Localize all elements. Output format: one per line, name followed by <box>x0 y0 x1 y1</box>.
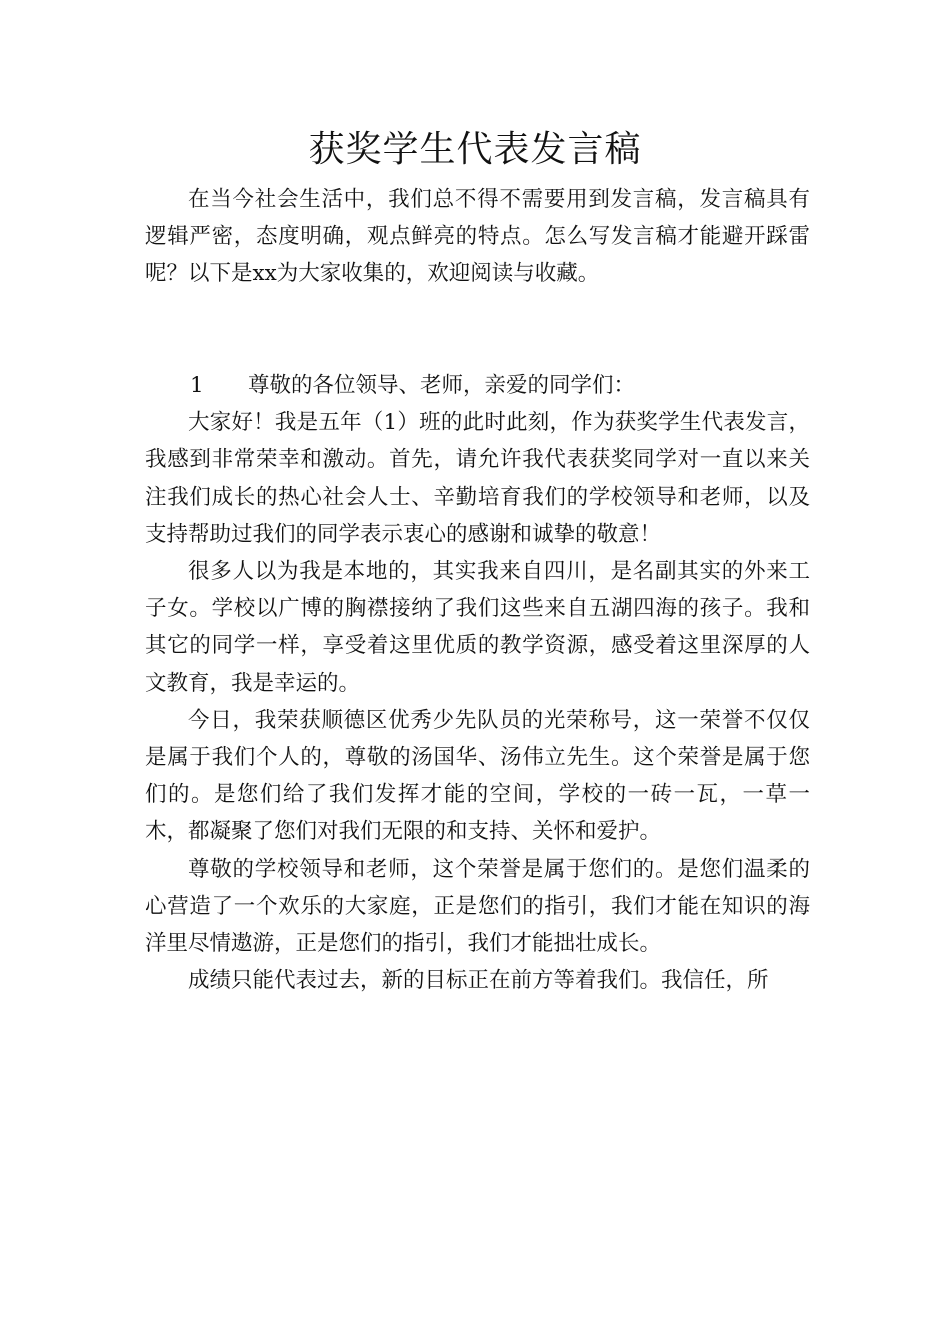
document-body <box>145 181 810 999</box>
body-paragraph: 大家好！我是五年（1）班的此时此刻，作为获奖学生代表发言，我感到非常荣幸和激动。首先，请允许我代表获奖同学对一直以来关注我们成长的热心社会人士、辛勤培育我们的学校领导和老师，以及支持帮助过我们的同学表示衷心的感谢和诚挚的敬意！ <box>145 410 810 547</box>
greeting-line <box>145 367 810 404</box>
body-paragraph: 尊敬的学校领导和老师，这个荣誉是属于您们的。是您们温柔的心营造了一个欢乐的大家庭，正是您们的指引，我们才能在知识的海洋里尽情遨游，正是您们的指引，我们才能拙壮成长。 <box>145 856 810 957</box>
greeting-text: 尊敬的各位领导、老师，亲爱的同学们： <box>248 373 636 398</box>
document-title: 获奖学生代表发言稿 <box>308 129 642 170</box>
section-number: 1 <box>190 373 204 398</box>
body-paragraph: 成绩只能代表过去，新的目标正在前方等着我们。我信任，所 <box>188 968 769 994</box>
blank-gap <box>145 293 810 367</box>
body-paragraph: 很多人以为我是本地的，其实我来自四川，是名副其实的外来工子女。学校以广博的胸襟接纳了我们这些来自五湖四海的孩子。我和其它的同学一样，享受着这里优质的教学资源，感受着这里深厚的人文教育，我是幸运的。 <box>145 559 810 696</box>
intro-paragraph: 在当今社会生活中，我们总不得不需要用到发言稿，发言稿具有逻辑严密，态度明确，观点鲜亮的特点。怎么写发言稿才能避开踩雷呢？以下是xx为大家收集的，欢迎阅读与收藏。 <box>145 187 810 287</box>
body-paragraph: 今日，我荣获顺德区优秀少先队员的光荣称号，这一荣誉不仅仅是属于我们个人的，尊敬的汤国华、汤伟立先生。这个荣誉是属于您们的。是您们给了我们发挥才能的空间，学校的一砖一瓦，一草一木，都凝聚了您们对我们无限的和支持、关怀和爱护。 <box>145 707 810 845</box>
